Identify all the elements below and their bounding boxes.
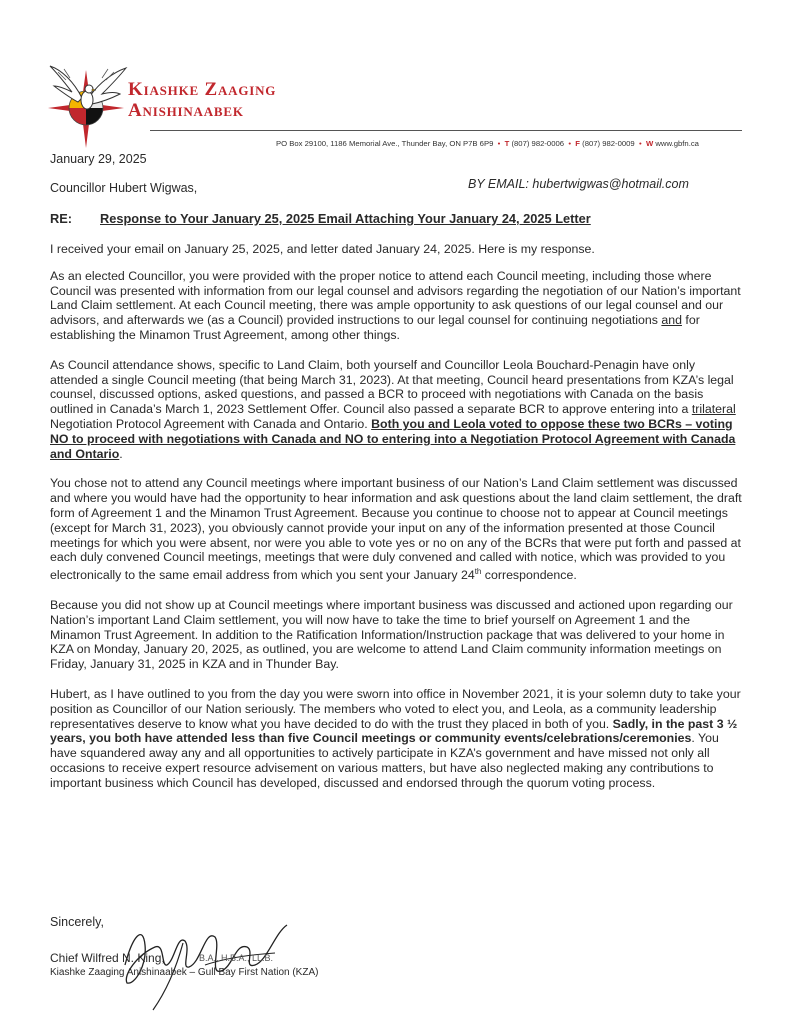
- paragraph-5: Because you did not show up at Council meetings where important business was discussed and actioned upon regarding our Nation’s important Land Claim settlement, you will now have to take the time to brief yourself on Agreement 1 and the Minamon Trust Agreement. In addition to the Ratification Information/Instruction package that was delivered to your home in KZA on Monday, January 20, 2025, as outlined, you are welcome to attend Land Claim community information meetings on Friday, January 31, 2025 in KZA and in Thunder Bay.: [50, 598, 733, 672]
- ordinal-suffix: th: [474, 567, 482, 577]
- subject-text: Response to Your January 25, 2025 Email Attaching Your January 24, 2025 Letter: [100, 211, 591, 226]
- closing: Sincerely,: [50, 915, 104, 929]
- web-label: W: [645, 139, 654, 148]
- paragraph-2-text: As an elected Councillor, you were provided with the proper notice to attend each Council meeting, including those where Council was presented with information from our legal counsel and advisors regarding the negotiation of our Nation’s important Land Claim settlement. At each Council meeting, there was ample opportunity to ask questions of our legal counsel and our advisors, and afterwards we (as a Council) provided instructions to our legal counsel for continuing negotiations: [50, 268, 741, 328]
- postal-address: PO Box 29100, 1186 Memorial Ave., Thunder Bay, ON P7B 6P9: [276, 139, 494, 148]
- paragraph-1: I received your email on January 25, 2025, and letter dated January 24, 2025. Here is my response.: [50, 242, 595, 256]
- organization-name: [128, 79, 276, 121]
- eagle-logo-icon: [44, 52, 128, 157]
- header-divider: [150, 130, 742, 131]
- paragraph-4-text: You chose not to attend any Council meetings where important business of our Nation’s Land Claim settlement was discussed and where you would have had the opportunity to hear information and ask questions about the land claim settlement, the draft form of Agreement 1 and the Minamon Trust Agreement. Because you continue to choose not to appear at Council meetings (except for March 31, 2023), you obviously cannot provide your input on any of the information presented at those Council meetings for which you were absent, nor were you able to vote yes or no on any of the BCRs that were put forth and passed at each duly convened Council meetings, meetings that were duly convened and called with notice, which was provided to you electronically to the same email address from which you sent your January 24: [50, 476, 742, 583]
- letter-date: January 29, 2025: [50, 152, 147, 166]
- org-name-line2: Anishinaabek: [128, 100, 244, 121]
- paragraph-2-underlined: and: [661, 313, 682, 328]
- paragraph-6-text-end: . You have squandered away any and all opportunities to actively participate in KZA’s government and have missed not only all occasions to receive expert resource advisement on various matters, but have also neglected making any contributions to important business which Council has developed, discussed and endorsed through the quorum voting process.: [50, 731, 719, 790]
- paragraph-3-text: As Council attendance shows, specific to Land Claim, both yourself and Councillor Leola Bouchard-Penagin have only attended a single Council meeting (that being March 31, 2023). At that meeting, Council heard presentations from KZA’s legal counsel, discussed options, asked questions, and passed a BCR to proceed with negotiations with Canada on the basis outlined in Canada’s March 1, 2023 Settlement Offer. Council also passed a separate BCR to approve entering into a: [50, 357, 734, 417]
- signatory-credentials: B.A., H.B.A., LL.B.: [199, 953, 274, 963]
- paragraph-3-emphasis: Both you and Leola voted to oppose these two BCRs – voting NO to proceed with negotiations with Canada and NO to entering into a Negotiation Protocol Agreement with Canada and Ontario: [50, 416, 736, 461]
- separator-dot: •: [636, 139, 644, 148]
- separator-dot: •: [495, 139, 503, 148]
- paragraph-4-text-end: correspondence.: [481, 568, 577, 583]
- paragraph-3-underlined: trilateral: [691, 402, 736, 417]
- website-link[interactable]: www.gbfn.ca: [655, 139, 699, 148]
- subject-label: RE:: [50, 211, 73, 226]
- contact-line: [276, 139, 699, 148]
- phone-label: T: [504, 139, 510, 148]
- paragraph-3: [50, 358, 742, 462]
- delivery-method: BY EMAIL: hubertwigwas@hotmail.com: [468, 177, 689, 191]
- paragraph-6: [50, 687, 742, 791]
- fax-number: (807) 982-0009: [582, 139, 635, 148]
- paragraph-6-text: Hubert, as I have outlined to you from the day you were sworn into office in November 2021, it is your solemn duty to take your position as Councillor of our Nation seriously. The members who voted to elect you, and Leola, as a community leadership representatives deserve to know what you have decided to do with the trust they placed in both of you.: [50, 687, 741, 731]
- separator-dot: •: [566, 139, 574, 148]
- paragraph-2: [50, 269, 742, 343]
- paragraph-6-emphasis: Sadly, in the past 3 ½ years, you both have attended less than five Council meetings or community events/celebrations/ceremonies: [50, 716, 738, 746]
- paragraph-4: [50, 476, 742, 583]
- signatory-organization: Kiashke Zaaging Anishinaabek – Gull Bay First Nation (KZA): [50, 967, 319, 978]
- letter-body: [50, 242, 742, 806]
- recipient: Councillor Hubert Wigwas,: [50, 181, 198, 195]
- org-name-line1: Kiashke Zaaging: [128, 79, 277, 100]
- fax-label: F: [575, 139, 580, 148]
- paragraph-2-text-end: for establishing the Minamon Trust Agreement, among other things.: [50, 313, 700, 342]
- paragraph-3-text-end: .: [119, 446, 123, 461]
- phone-number: (807) 982-0006: [511, 139, 565, 148]
- signatory-name: Chief Wilfred N. King,: [50, 951, 165, 965]
- paragraph-3-text-mid: Negotiation Protocol Agreement with Canada and Ontario.: [50, 416, 372, 431]
- subject-line: [50, 211, 591, 226]
